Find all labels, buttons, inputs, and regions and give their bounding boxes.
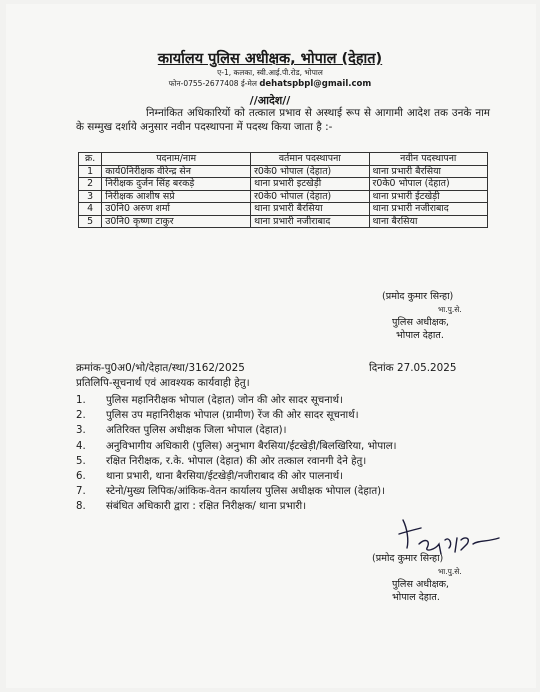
date-label: दिनांक [369,362,394,374]
list-item [76,499,496,514]
list-item [76,454,496,469]
cell-new: थाना प्रभारी नजीराबाद [369,203,487,216]
signature-block-2 [372,552,462,604]
cell-new: थाना प्रभारी बैरसिया [369,165,487,178]
office-phone: फोन-0755-2677408 [168,79,239,88]
cell-no: 1 [79,165,102,178]
item-text: पुलिस उप महानिरीक्षक भोपाल (ग्रामीण) रेंज की ओर सादर सूचनार्थ। [106,410,359,422]
item-text: थाना प्रभारी, थाना बैरसिया/ईटखेड़ी/नजीराबाद की ओर पालनार्थ। [106,470,343,482]
item-text: अनुविभागीय अधिकारी (पुलिस) अनुभाग बैरसिया/ईटखेड़ी/बिलखिरिया, भोपाल। [106,440,397,452]
email-label: ई-मेल [240,79,257,88]
table-row [79,165,488,178]
signature-block-1 [382,290,462,342]
cell-new: र0के0 भोपाल (देहात) [369,178,487,191]
item-text: अतिरिक्त पुलिस अधीक्षक जिला भोपाल (देहात)। [106,425,287,437]
signatory-name: (प्रमोद कुमार सिन्हा) [372,553,444,564]
signatory-service: भा.पु.से. [438,305,462,314]
order-title: //आदेश// [249,94,291,107]
table-row [79,215,488,228]
col-header-new: नवीन पदस्थापना [369,153,487,166]
list-item [76,393,496,408]
table-row [79,190,488,203]
item-number: 6. [76,470,86,482]
cell-no: 4 [79,203,102,216]
item-number: 2. [76,410,86,422]
office-email: dehatspbpl@gmail.com [259,79,372,89]
cell-no: 2 [79,178,102,191]
item-text: पुलिस महानिरीक्षक भोपाल (देहात) जोन की ओर सादर सूचनार्थ। [106,395,343,406]
cell-current: थाना प्रभारी बैरसिया [251,203,369,216]
cell-new: थाना प्रभारी ईटखेड़ी [369,190,487,203]
list-item [76,484,496,499]
list-item [76,408,496,423]
cell-name: कार्य0निरीक्षक वीरेन्द्र सेन [102,165,251,178]
item-number: 4. [76,440,86,452]
item-number: 3. [76,425,86,437]
copy-heading: प्रतिलिपि-सूचनार्थ एवं आवश्यक कार्यवाही हेतु। [76,377,250,389]
cell-name: निरीक्षक आशीष सप्रे [102,190,251,203]
intro-paragraph [76,106,490,134]
office-contact [0,79,540,89]
signatory-designation: पुलिस अधीक्षक, [392,579,449,590]
cell-name: उ0नि0 कृष्णा टाकुर [102,215,251,228]
cell-current: र0के0 भोपाल (देहात) [251,190,369,203]
cell-current: थाना प्रभारी नजीराबाद [251,215,369,228]
col-header-name: पदनाम/नाम [102,153,251,166]
table-row [79,203,488,216]
table-header-row [79,153,488,166]
signatory-service: भा.पु.से. [438,567,462,576]
cell-new: थाना बैरसिया [369,215,487,228]
date-value: 27.05.2025 [396,362,457,374]
cell-no: 5 [79,215,102,228]
item-number: 7. [76,486,86,498]
list-item [76,439,496,454]
item-number: 5. [76,455,86,467]
signatory-place: भोपाल देहात. [396,330,444,341]
signatory-designation: पुलिस अधीक्षक, [392,317,449,328]
item-text: संबंधित अधिकारी द्वारा : रक्षित निरीक्षक/ थाना प्रभारी। [106,501,307,513]
item-number: 8. [76,501,86,513]
cell-no: 3 [79,190,102,203]
col-header-current: वर्तमान पदस्थापना [251,153,369,166]
office-title: कार्यालय पुलिस अधीक्षक, भोपाल (देहात) [157,51,383,67]
cell-name: निरीक्षक दुर्जन सिंह बरकड़े [102,178,251,191]
signatory-name: (प्रमोद कुमार सिन्हा) [382,291,454,302]
item-number: 1. [76,395,86,406]
item-text: रक्षित निरीक्षक, र.के. भोपाल (देहात) की ओर तत्काल रवानगी देने हेतु। [106,455,367,467]
reference-number: क्रमांक-पु0अ0/भो/देहात/स्था/3162/2025 [76,362,245,374]
copy-list [76,393,496,515]
item-text: स्टेनो/मुख्य लिपिक/आंकिक-वेतन कार्यालय पुलिस अधीक्षक भोपाल (देहात)। [106,486,386,498]
issue-date [369,361,456,375]
table-row [79,178,488,191]
list-item [76,423,496,438]
cell-current: थाना प्रभारी इटखेड़ी [251,178,369,191]
cell-name: उ0नि0 अरुण शर्मा [102,203,251,216]
intro-text: निम्नांकित अधिकारियों को तत्काल प्रभाव से अस्थाई रूप से आगामी आदेश तक उनके नाम के सम्मुख दर्शाये अनुसार नवीन पदस्थापना में पदस्थ किया जाता है :- [76,107,490,133]
col-header-no: क्र. [79,153,102,166]
office-address: ए-1, कलका, स्वी.आई.पी.रोड, भोपाल [217,68,323,77]
signatory-place: भोपाल देहात. [392,592,440,603]
list-item [76,469,496,484]
cell-current: र0के0 भोपाल (देहात) [251,165,369,178]
transfer-table [78,152,488,228]
